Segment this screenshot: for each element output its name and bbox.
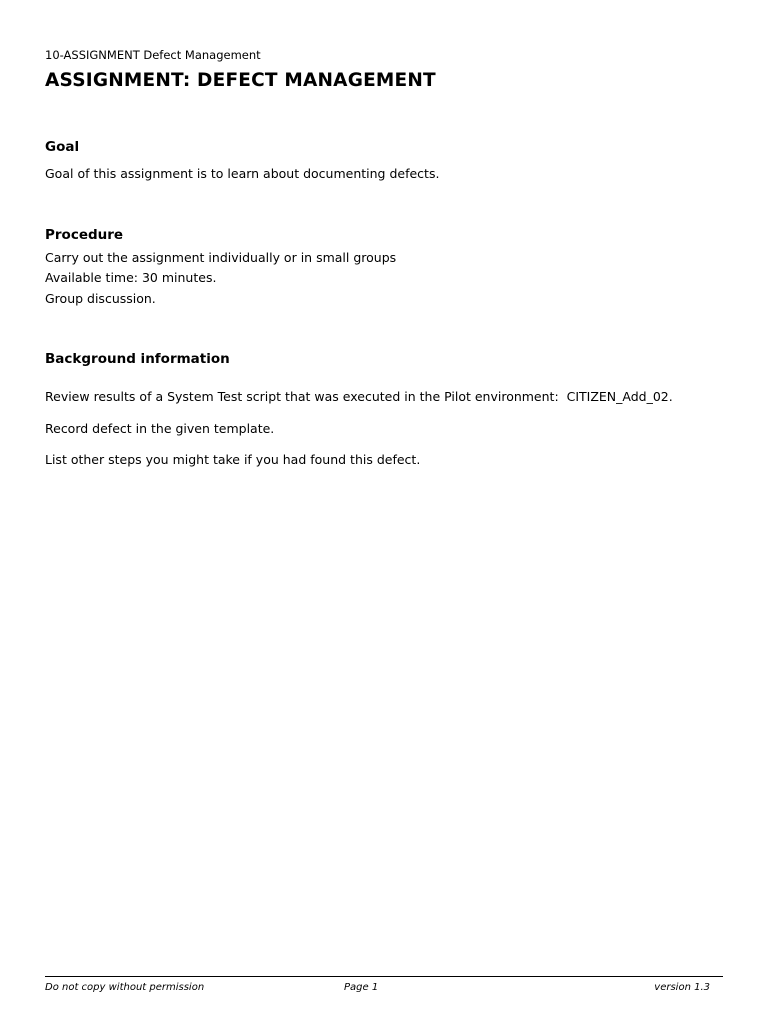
footer-notice: Do not copy without permission (45, 982, 205, 993)
background-heading: Background information (45, 351, 230, 367)
procedure-line: Available time: 30 minutes. (45, 270, 217, 285)
footer-page-number: Page 1 (344, 982, 379, 993)
procedure-line: Carry out the assignment individually or in small groups (45, 250, 397, 265)
background-line: List other steps you might take if you had found this defect. (45, 452, 421, 467)
procedure-heading: Procedure (45, 227, 124, 243)
background-line: Review results of a System Test script that was executed in the Pilot environment: CITIZEN_Add_02. (45, 389, 673, 404)
goal-text: Goal of this assignment is to learn about documenting defects. (45, 166, 440, 181)
running-header: 10-ASSIGNMENT Defect Management (45, 48, 261, 62)
footer-version: version 1.3 (654, 982, 710, 993)
document-title: ASSIGNMENT: DEFECT MANAGEMENT (45, 70, 436, 91)
procedure-line: Group discussion. (45, 291, 156, 306)
goal-heading: Goal (45, 139, 80, 155)
background-line: Record defect in the given template. (45, 421, 275, 436)
footer-divider (45, 976, 723, 977)
